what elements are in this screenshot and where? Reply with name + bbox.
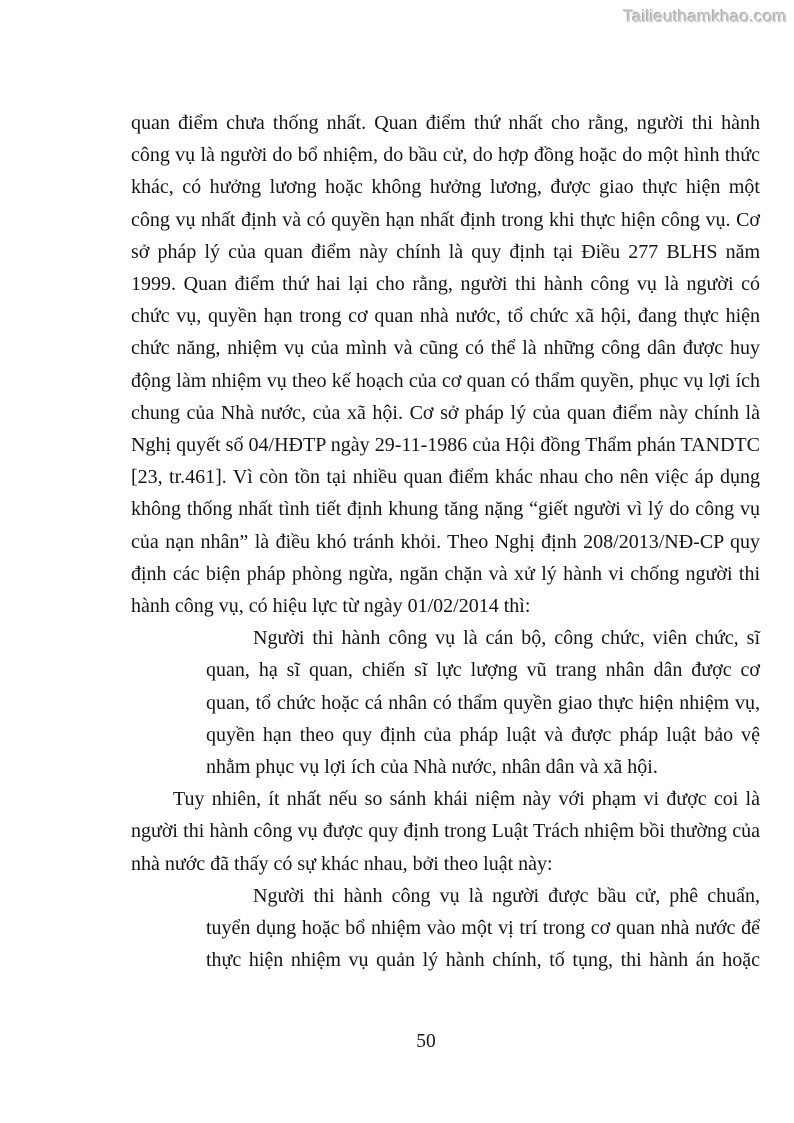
text-line: sở pháp lý của quan điểm này chính là quy định tại Điều 277 BLHS năm — [131, 240, 760, 263]
text-line: Nghị quyết số 04/HĐTP ngày 29-11-1986 của Hội đồng Thẩm phán TANDTC — [131, 434, 760, 457]
paragraph-block — [131, 783, 760, 880]
text-line: người thi hành công vụ được quy định trong Luật Trách nhiệm bồi thường của — [131, 820, 760, 843]
paragraph-block — [131, 107, 760, 622]
text-line: chung của Nhà nước, của xã hội. Cơ sở pháp lý của quan điểm này chính là — [131, 401, 760, 424]
text-line: công vụ là người do bổ nhiệm, do bầu cử, do hợp đồng hoặc do một hình thức — [131, 144, 760, 167]
text-line: tuyển dụng hoặc bổ nhiệm vào một vị trí trong cơ quan nhà nước để — [206, 917, 760, 940]
text-line: [23, tr.461]. Vì còn tồn tại nhiều quan điểm khác nhau cho nên việc áp dụng — [131, 466, 760, 489]
document-body — [131, 107, 760, 976]
text-line: thực hiện nhiệm vụ quản lý hành chính, tố tụng, thi hành án hoặc — [206, 949, 760, 972]
text-line: chức năng, nhiệm vụ của mình và cũng có thể là những công dân được huy — [131, 337, 760, 360]
page-number: 50 — [416, 1031, 436, 1052]
text-line: hành công vụ, có hiệu lực từ ngày 01/02/2014 thì: — [131, 595, 531, 618]
text-line: định các biện pháp phòng ngừa, ngăn chặn và xử lý hành vi chống người thi — [131, 562, 760, 585]
text-line: công vụ nhất định và có quyền hạn nhất định trong khi thực hiện công vụ. Cơ — [131, 208, 760, 231]
quote-block — [131, 880, 760, 977]
text-line: quan, tổ chức hoặc cá nhân có thẩm quyền giao thực hiện nhiệm vụ, — [206, 691, 760, 714]
text-line: khác, có hưởng lương hoặc không hưởng lương, được giao thực hiện một — [131, 176, 760, 199]
text-line: không thống nhất tình tiết định khung tăng nặng “giết người vì lý do công vụ — [131, 498, 760, 521]
text-line: quan điểm chưa thống nhất. Quan điểm thứ nhất cho rằng, người thi hành — [131, 112, 760, 134]
text-line: Người thi hành công vụ là người được bầu cử, phê chuẩn, — [253, 884, 760, 907]
text-line: nhà nước đã thấy có sự khác nhau, bởi theo luật này: — [131, 852, 553, 875]
watermark: Tailieuthamkhao.com — [623, 7, 787, 26]
quote-block — [131, 622, 760, 783]
text-line: động làm nhiệm vụ theo kế hoạch của cơ quan có thẩm quyền, phục vụ lợi ích — [131, 369, 760, 392]
text-line: của nạn nhân” là điều khó tránh khỏi. Theo Nghị định 208/2013/NĐ-CP quy — [131, 530, 760, 553]
text-line: nhằm phục vụ lợi ích của Nhà nước, nhân dân và xã hội. — [206, 756, 658, 779]
text-line: 1999. Quan điểm thứ hai lại cho rằng, người thi hành công vụ là người có — [131, 273, 760, 296]
text-line: chức vụ, quyền hạn trong cơ quan nhà nước, tổ chức xã hội, đang thực hiện — [131, 305, 760, 328]
text-line: Tuy nhiên, ít nhất nếu so sánh khái niệm này với phạm vi được coi là — [173, 788, 760, 811]
text-line: Người thi hành công vụ là cán bộ, công chức, viên chức, sĩ — [253, 627, 760, 650]
text-line: quyền hạn theo quy định của pháp luật và được pháp luật bảo vệ — [206, 723, 760, 746]
text-line: quan, hạ sĩ quan, chiến sĩ lực lượng vũ trang nhân dân được cơ — [206, 659, 760, 682]
